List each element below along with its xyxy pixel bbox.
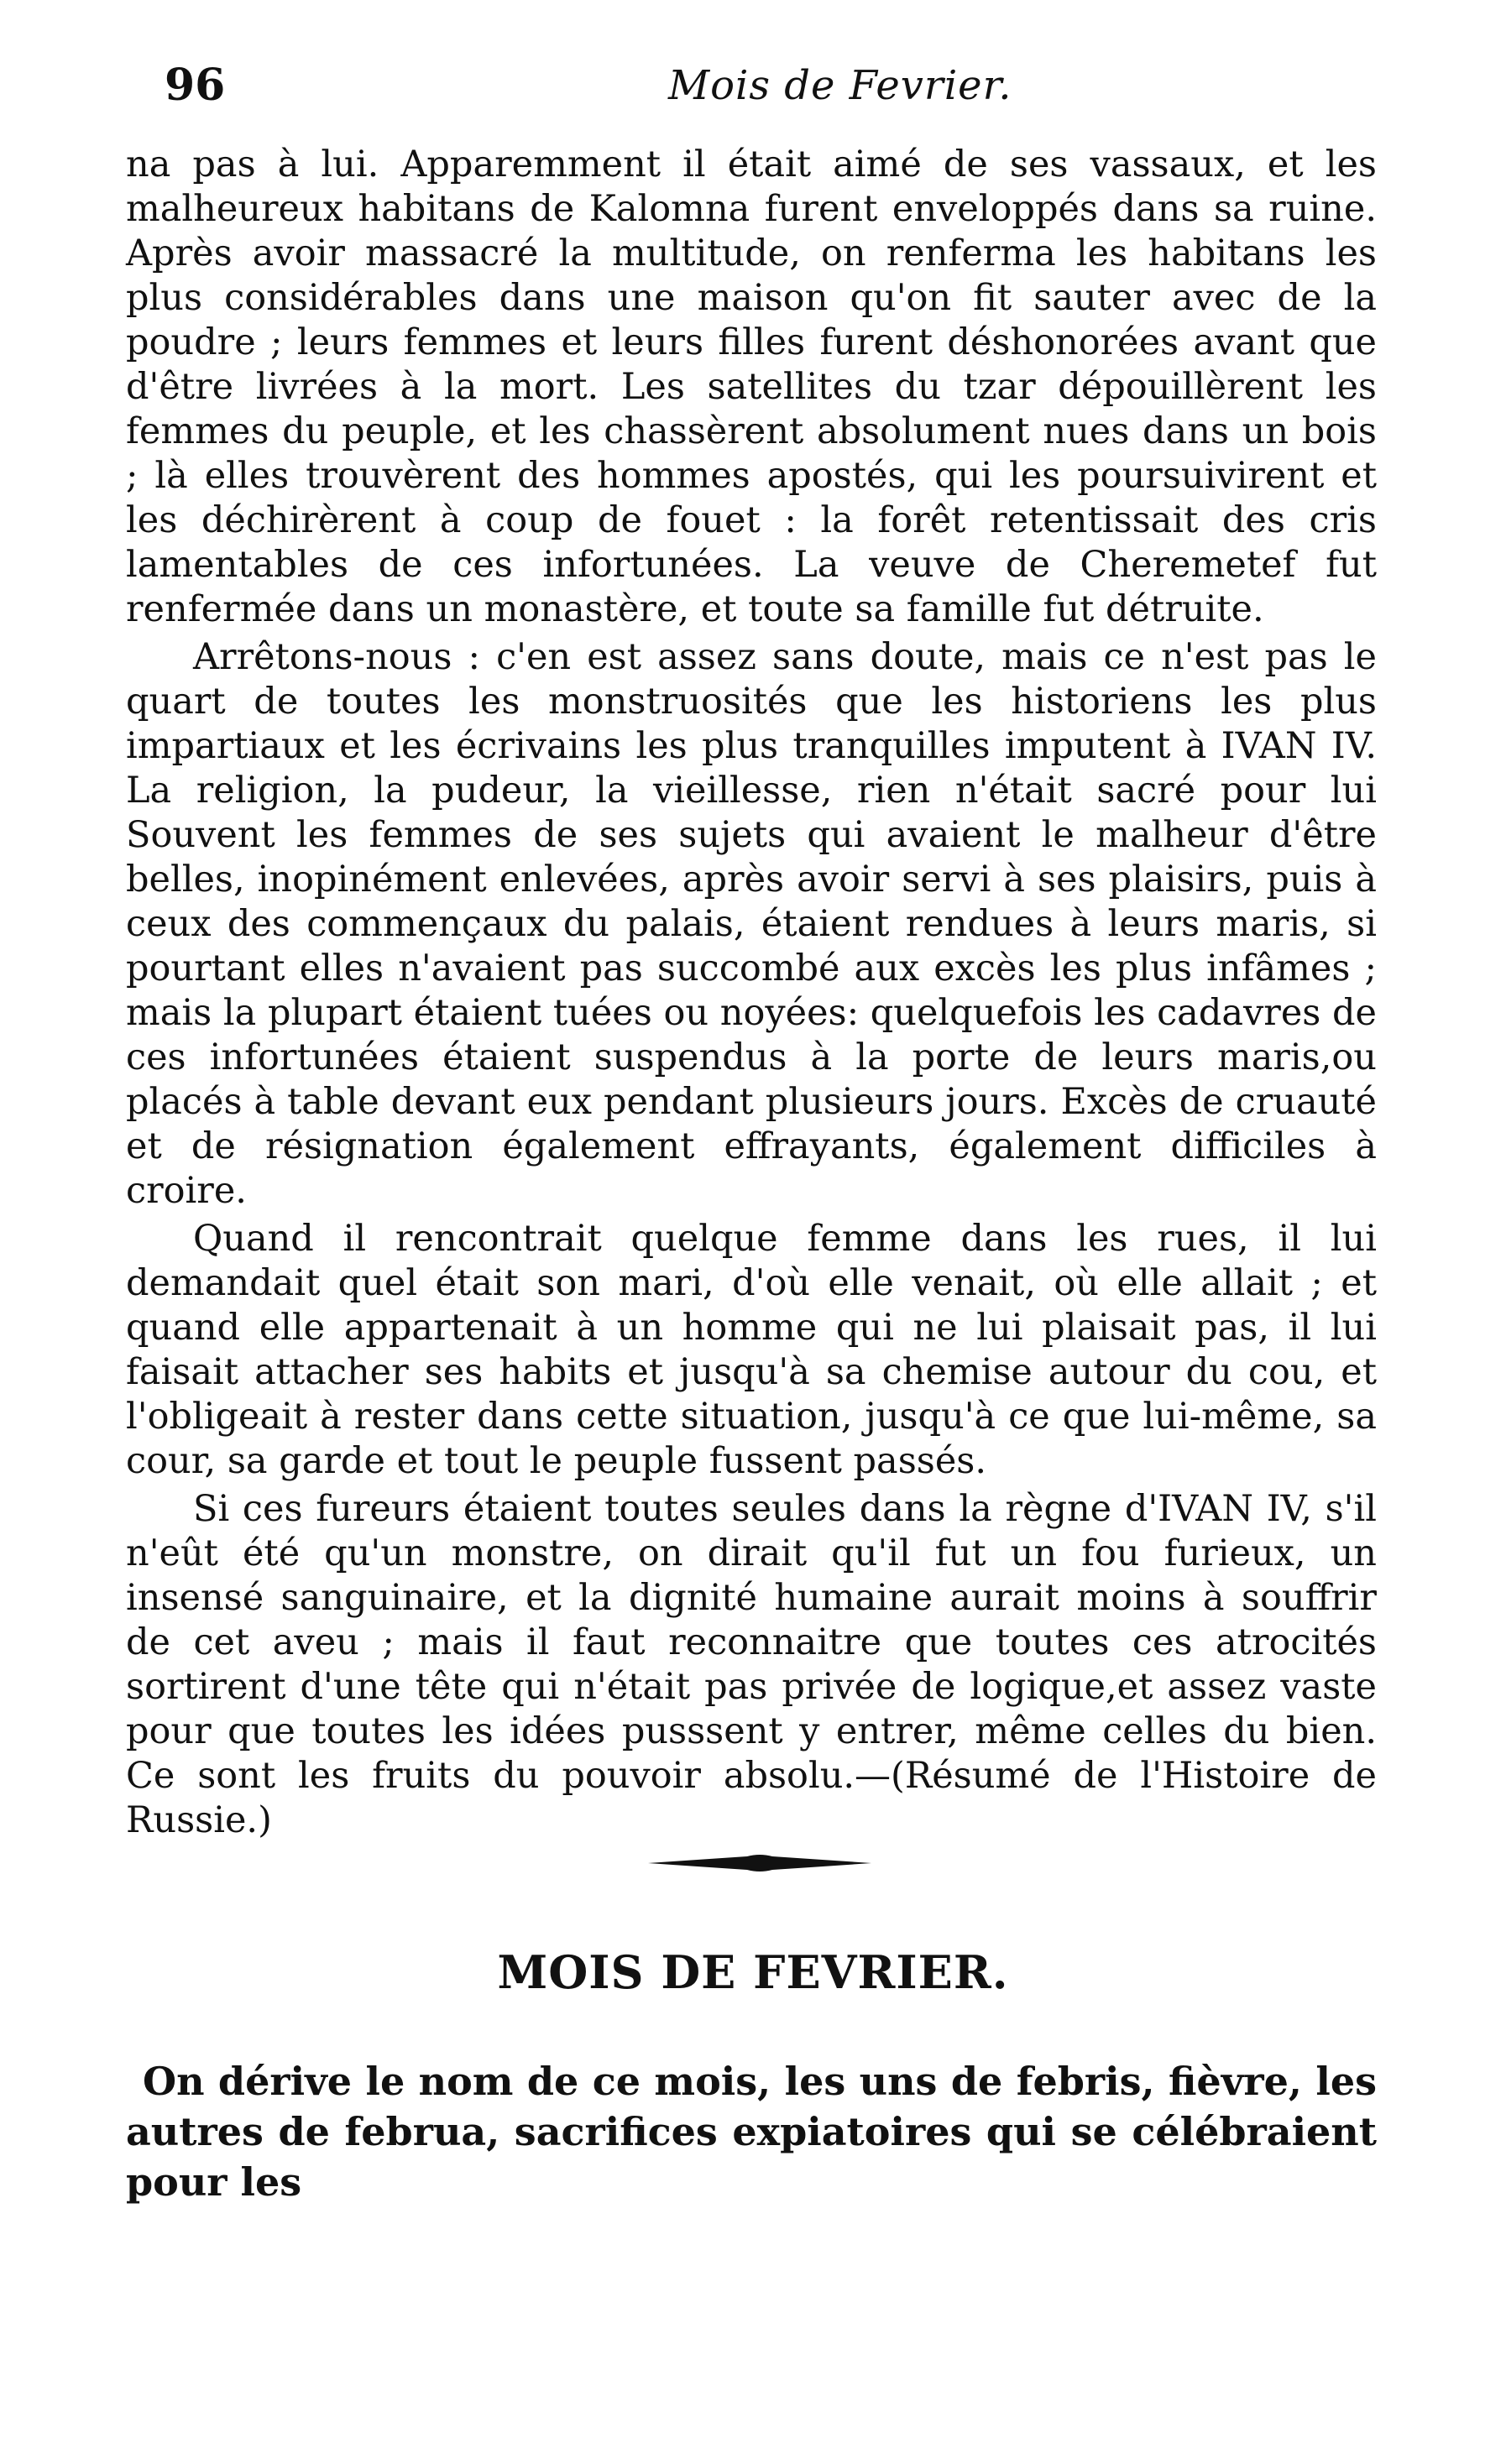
paragraph-2: Arrêtons-nous : c'en est assez sans doute, mais ce n'est pas le quart de toutes les monstruosités que les historiens les plus impartiaux et les écrivains les plus tranquilles imputent à IVAN IV. La religion, la pudeur, la vieillesse, rien n'était sacré pour lui Souvent les femmes de ses sujets qui avaient le malheur d'être belles, inopinément enlevées, après avoir servi à ses plaisirs, puis à ceux des commençaux du palais, étaient rendues à leurs maris, si pourtant elles n'avaient pas succombé aux excès les plus infâmes ; mais la plupart étaient tuées ou noyées: quelquefois les cadavres de ces infortunées étaient suspendus à la porte de leurs maris,ou placés à table devant eux pendant plusieurs jours. Excès de cruauté et de résignation également effrayants, également difficiles à croire.: [126, 636, 1377, 1212]
section-paragraph: On dérive le nom de ce mois, les uns de febris, fièvre, les autres de februa, sacrifices expiatoires qui se célébraient pour les: [126, 2059, 1377, 2205]
running-head: [165, 52, 1382, 119]
paragraph-4: Si ces fureurs étaient toutes seules dans la règne d'IVAN IV, s'il n'eût été qu'un monstre, on dirait qu'il fut un fou furieux, un insensé sanguinaire, et la dignité humaine aurait moins à souffrir de cet aveu ; mais il faut reconnaitre que toutes ces atrocités sortirent d'une tête qui n'était pas privée de logique,et assez vaste pour que toutes les idées pusssent y entrer, même celles du bien. Ce sont les fruits du pouvoir absolu.—(Résumé de l'Histoire de Russie.): [126, 1488, 1377, 1841]
page-number: 96: [165, 60, 226, 111]
running-title: Mois de Fevrier.: [668, 62, 1012, 109]
article-text: [126, 143, 1377, 1843]
section-text: [126, 2056, 1377, 2207]
divider-ornament: [646, 1853, 873, 1873]
paragraph-1: na pas à lui. Apparemment il était aimé de ses vassaux, et les malheureux habitans de Kalomna furent enveloppés dans sa ruine. Après avoir massacré la multitude, on renferma les habitans les plus considérables dans une maison qu'on fit sauter avec de la poudre ; leurs femmes et leurs filles furent déshonorées avant que d'être livrées à la mort. Les satellites du tzar dépouillèrent les femmes du peuple, et les chassèrent absolument nues dans un bois ; là elles trouvèrent des hommes apostés, qui les poursuivirent et les déchirèrent à coup de fouet : la forêt retentissait des cris lamentables de ces infortunées. La veuve de Cheremetef fut renfermée dans un monastère, et toute sa famille fut détruite.: [126, 144, 1377, 630]
paragraph-3: Quand il rencontrait quelque femme dans les rues, il lui demandait quel était son mari, d'où elle venait, où elle allait ; et quand elle appartenait à un homme qui ne lui plaisait pas, il lui faisait attacher ses habits et jusqu'à sa chemise autour du cou, et l'obligeait à rester dans cette situation, jusqu'à ce que lui-même, sa cour, sa garde et tout le peuple fussent passés.: [126, 1218, 1377, 1482]
section-title: MOIS DE FEVRIER.: [497, 1945, 1009, 1999]
